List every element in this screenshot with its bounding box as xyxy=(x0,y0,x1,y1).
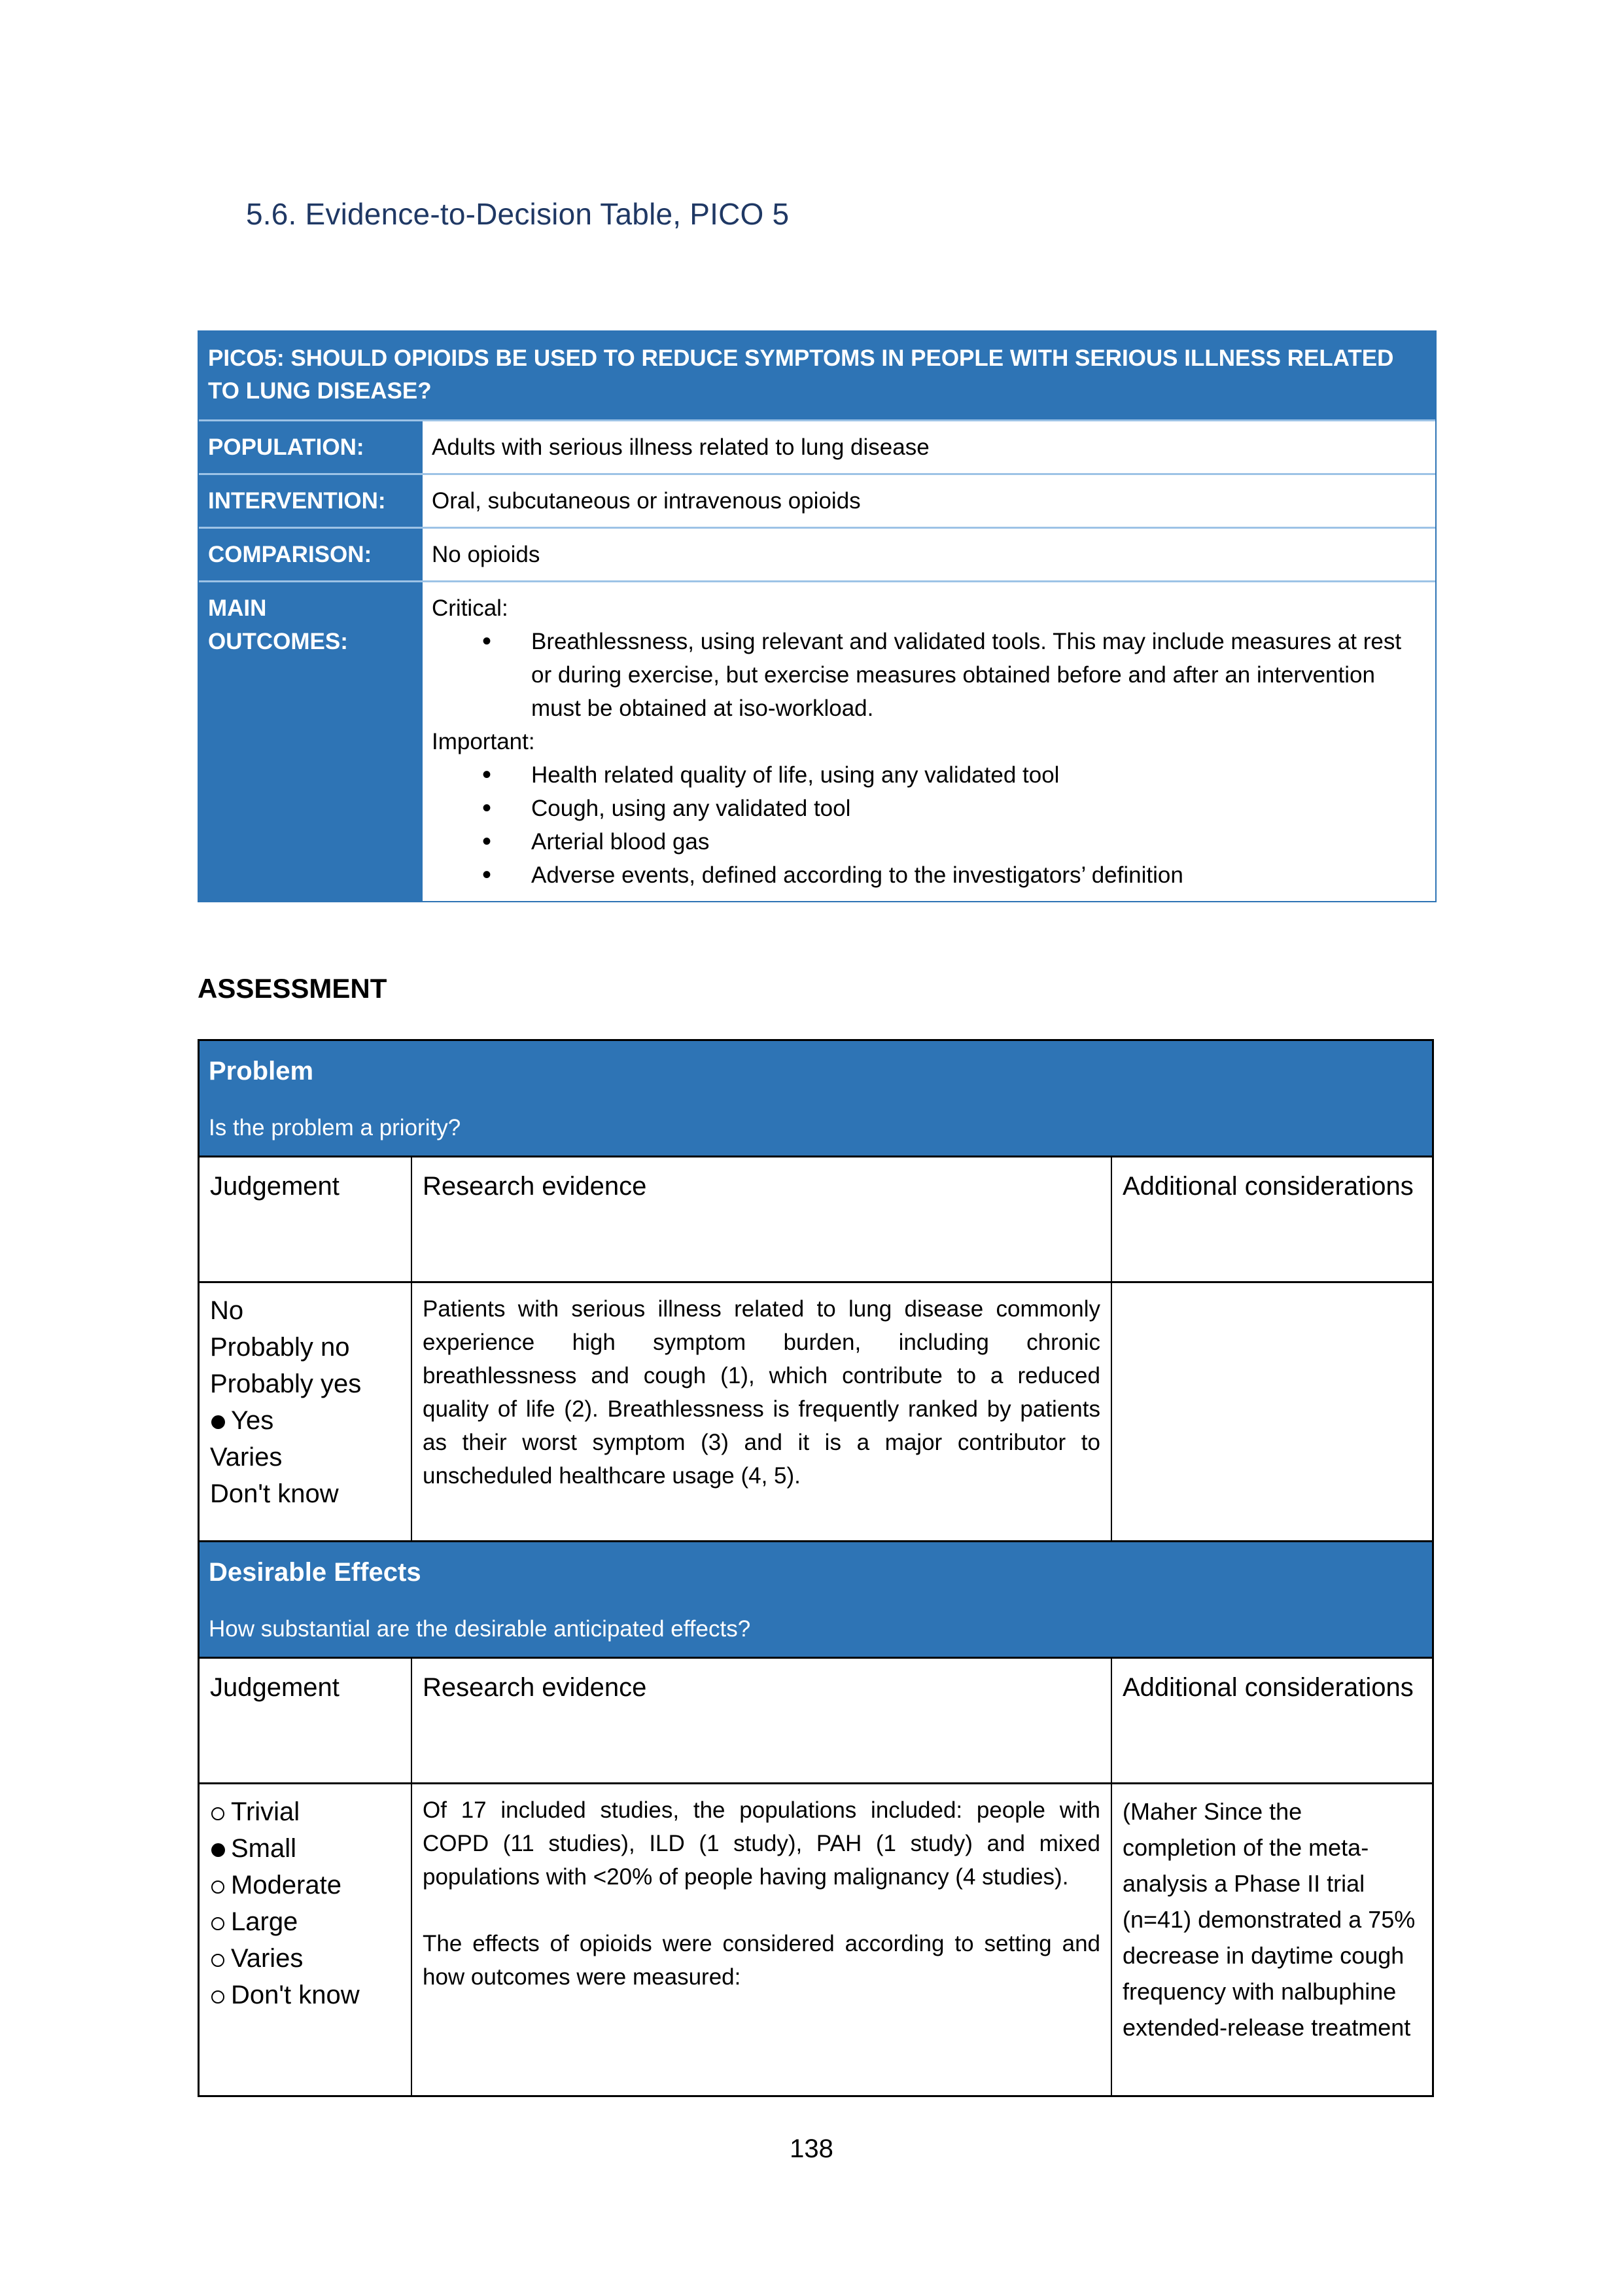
pico-value: No opioids xyxy=(421,529,1435,580)
radio-empty-icon xyxy=(210,1940,226,1977)
additional-considerations-header: Additional considerations xyxy=(1123,1673,1414,1702)
criterion-question: How substantial are the desirable anticipated effects? xyxy=(209,1616,751,1642)
assessment-table xyxy=(198,1039,1434,2097)
option-label: Don't know xyxy=(210,1479,339,1508)
important-outcomes-list xyxy=(432,758,1426,892)
judgement-option-selected[interactable] xyxy=(210,1402,400,1439)
section-title: 5.6. Evidence-to-Decision Table, PICO 5 xyxy=(246,197,790,231)
option-label: Probably yes xyxy=(210,1369,362,1398)
problem-content-row xyxy=(200,1283,1432,1542)
additional-considerations-header: Additional considerations xyxy=(1123,1172,1414,1201)
radio-empty-icon xyxy=(210,1977,226,2013)
option-label: Large xyxy=(231,1907,298,1936)
option-label: Moderate xyxy=(231,1871,341,1899)
important-label: Important: xyxy=(432,729,535,754)
judgement-options xyxy=(200,1784,412,2095)
evidence-paragraph: The effects of opioids were considered according to setting and how outcomes were measured: xyxy=(423,1931,1100,1990)
criterion-title: Problem xyxy=(209,1057,314,1086)
judgement-option[interactable] xyxy=(210,1439,400,1475)
pico-row-intervention xyxy=(199,473,1435,527)
judgement-option[interactable] xyxy=(210,1977,400,2013)
option-label: Yes xyxy=(231,1406,274,1435)
page-number: 138 xyxy=(790,2134,833,2163)
pico-value-outcomes xyxy=(421,582,1435,901)
selected-bullet-icon xyxy=(210,1402,226,1439)
critical-label: Critical: xyxy=(432,595,508,621)
additional-considerations-cell: (Maher Since the completion of the meta-analysis a Phase II trial (n=41) demonstrated a 75% decrease in daytime cough frequency with nalbuphine extended-release treatment xyxy=(1123,1798,1416,2041)
judgement-option[interactable] xyxy=(210,1475,400,1512)
pico-label: COMPARISON: xyxy=(208,542,372,567)
judgement-option[interactable] xyxy=(210,1329,400,1366)
criterion-band-problem xyxy=(200,1041,1432,1157)
judgement-options xyxy=(200,1283,412,1540)
judgement-option[interactable] xyxy=(210,1940,400,1977)
pico-label: MAIN OUTCOMES: xyxy=(208,595,348,654)
judgement-option[interactable] xyxy=(210,1867,400,1903)
column-header-row xyxy=(200,1659,1432,1784)
judgement-option-selected[interactable] xyxy=(210,1830,400,1867)
radio-filled-icon xyxy=(210,1830,226,1867)
option-label: No xyxy=(210,1296,244,1325)
column-header-row xyxy=(200,1157,1432,1283)
pico-table xyxy=(198,330,1437,902)
outcome-item: • Cough, using any validated tool xyxy=(531,792,1426,825)
pico-question: PICO5: SHOULD OPIOIDS BE USED TO REDUCE SYMPTOMS IN PEOPLE WITH SERIOUS ILLNESS RELATED TO LUNG DISEASE? xyxy=(208,345,1394,404)
research-evidence-cell xyxy=(412,1283,1112,1540)
outcome-item: • Arterial blood gas xyxy=(531,825,1426,858)
desirable-effects-content-row xyxy=(200,1784,1432,2095)
judgement-header: Judgement xyxy=(200,1659,412,1782)
pico-row-comparison xyxy=(199,527,1435,580)
radio-empty-icon xyxy=(210,1793,226,1830)
pico-value: Oral, subcutaneous or intravenous opioids xyxy=(421,475,1435,527)
option-label: Varies xyxy=(231,1944,304,1973)
research-evidence-cell xyxy=(412,1784,1112,2095)
research-evidence-header: Research evidence xyxy=(412,1157,1112,1281)
outcome-item: • Health related quality of life, using any validated tool xyxy=(531,758,1426,792)
pico-row-main-outcomes xyxy=(199,580,1435,901)
judgement-option[interactable] xyxy=(210,1366,400,1402)
judgement-header: Judgement xyxy=(200,1157,412,1281)
judgement-option[interactable] xyxy=(210,1793,400,1830)
pico-label: POPULATION: xyxy=(208,434,364,460)
outcome-item: • Adverse events, defined according to the investigators’ definition xyxy=(531,858,1426,892)
judgement-option[interactable] xyxy=(210,1292,400,1329)
evidence-paragraph: Of 17 included studies, the populations included: people with COPD (11 studies), ILD (1 study), PAH (1 study) and mixed populations with <20% of people having malignancy (4 studies). xyxy=(423,1797,1100,1890)
additional-considerations-cell xyxy=(1112,1283,1432,1540)
pico-value: Adults with serious illness related to lung disease xyxy=(421,421,1435,473)
option-label: Trivial xyxy=(231,1797,300,1826)
option-label: Don't know xyxy=(231,1981,360,2009)
outcome-item: • Breathlessness, using relevant and validated tools. This may include measures at rest or during exercise, but exercise measures obtained before and after an intervention must be obtained at iso-workload. xyxy=(531,625,1426,725)
option-label: Small xyxy=(231,1834,297,1863)
option-label: Probably no xyxy=(210,1333,350,1362)
criterion-band-desirable-effects xyxy=(200,1542,1432,1659)
criterion-title: Desirable Effects xyxy=(209,1558,421,1587)
pico-row-population xyxy=(199,419,1435,473)
option-label: Varies xyxy=(210,1443,283,1472)
evidence-paragraph: Patients with serious illness related to lung disease commonly experience high symptom burden, including chronic breathlessness and cough (1), which contribute to a reduced quality of life (2). Breathlessness is frequently ranked by patients as their worst symptom (3) and it is a major contributor to unscheduled healthcare usage (4, 5). xyxy=(423,1296,1100,1489)
criterion-question: Is the problem a priority? xyxy=(209,1115,461,1140)
critical-outcomes-list xyxy=(432,625,1426,725)
pico-label: INTERVENTION: xyxy=(208,488,386,514)
radio-empty-icon xyxy=(210,1903,226,1940)
judgement-option[interactable] xyxy=(210,1903,400,1940)
assessment-heading: ASSESSMENT xyxy=(198,973,387,1004)
radio-empty-icon xyxy=(210,1867,226,1903)
research-evidence-header: Research evidence xyxy=(412,1659,1112,1782)
